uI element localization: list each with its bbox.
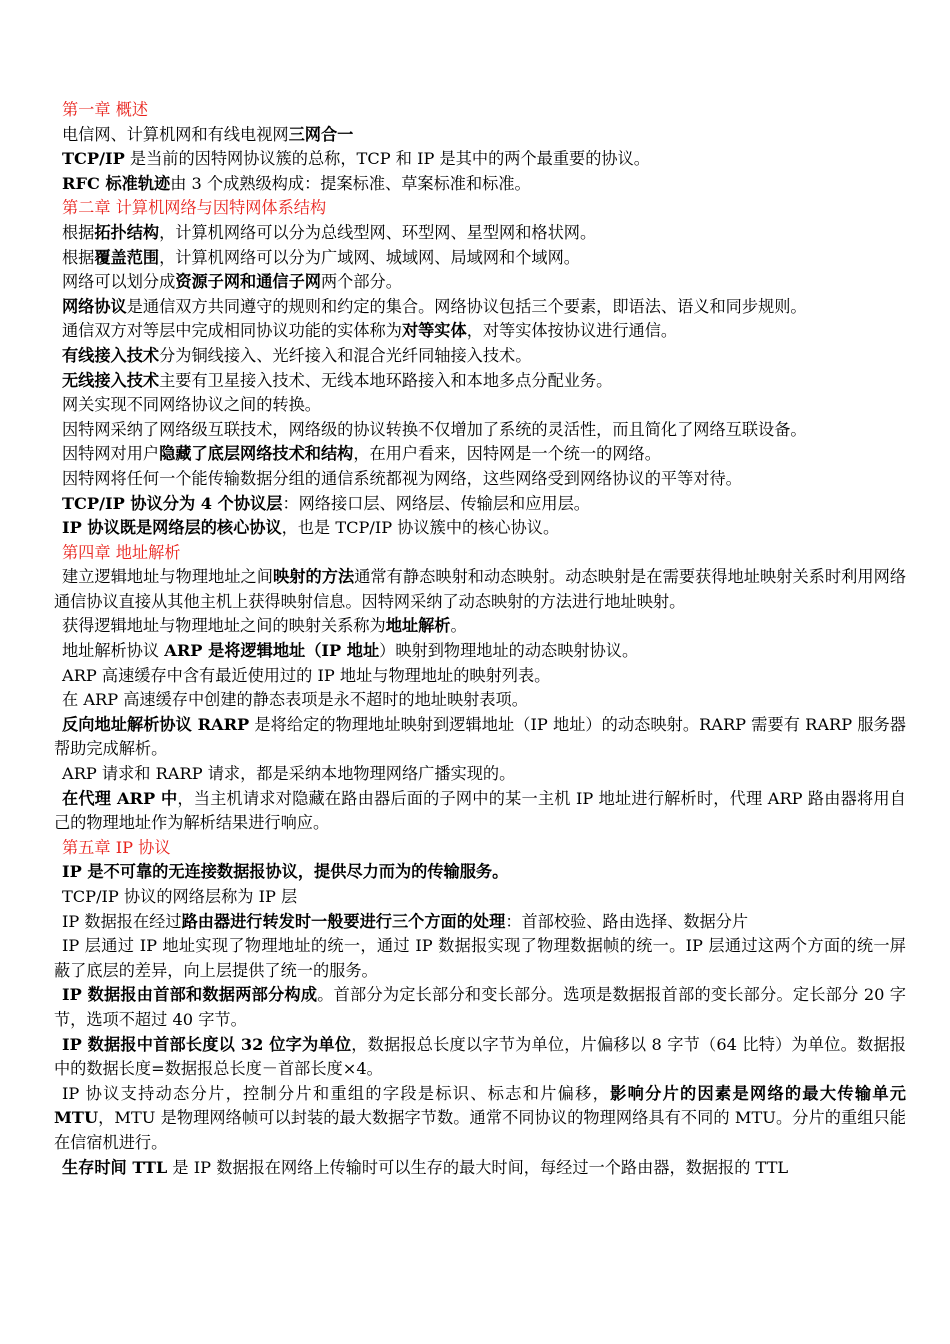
bold-term: 资源子网和通信子网: [175, 272, 321, 292]
text-run: 两个部分。: [321, 272, 402, 292]
text-run: IP 数据报在经过: [62, 911, 182, 931]
text-run: ，当主机请求对隐藏在路由器后面的子网中的某一主机 IP 地址进行解析时，代理 ARP 路由器将用自己的物理地址作为解析结果进行响应。: [54, 788, 906, 833]
text-run: ，对等实体按协议进行通信。: [466, 321, 678, 341]
paragraph: [54, 762, 906, 787]
bold-term: IP 协议既是网络层的核心协议: [62, 518, 282, 538]
paragraph: [54, 565, 906, 614]
bold-term: TCP/IP 协议分为 4 个协议层: [62, 493, 283, 513]
paragraph: [54, 639, 906, 664]
chapter-heading: [54, 541, 906, 566]
bold-term: 拓扑结构: [94, 222, 160, 242]
text-run: ，数据报总长度以字节为单位，片偏移以 8 字节（64 比特）为单位。数据报中的数据长度=数据报总长度－首部长度×4。: [54, 1034, 906, 1079]
text-run: 通常有静态映射和动态映射。动态映射是在需要获得地址映射关系时利用网络通信协议直接从其他主机上获得映射信息。因特网采纳了动态映射的方法进行地址映射。: [54, 567, 907, 611]
text-run: 。: [450, 616, 467, 636]
bold-term: 覆盖范围: [94, 247, 160, 267]
paragraph: [54, 492, 906, 517]
text-run: 因特网将任何一个能传输数据分组的通信系统都视为网络，这些网络受到网络协议的平等对待。: [62, 468, 742, 488]
text-run: 因特网对用户: [62, 444, 160, 464]
bold-term: 对等实体: [401, 321, 467, 341]
paragraph: [54, 787, 906, 836]
paragraph: [54, 713, 906, 762]
text-run: ：首部校验、路由选择、数据分片: [505, 911, 749, 931]
paragraph: [54, 393, 906, 418]
bold-term: 有线接入技术: [62, 345, 160, 365]
text-run: 第二章 计算机网络与因特网体系结构: [62, 198, 327, 218]
text-run: 因特网采纳了网络级互联技术，网络级的协议转换不仅增加了系统的灵活性，而且简化了网络互联设备。: [62, 419, 807, 439]
bold-term: 地址解析: [385, 616, 451, 636]
text-run: 第四章 地址解析: [62, 542, 181, 562]
text-run: ，也是 TCP/IP 协议簇中的核心协议。: [281, 518, 560, 538]
text-run: 建立逻辑地址与物理地址之间: [62, 567, 274, 587]
bold-term: RFC 标准轨迹: [62, 173, 171, 193]
paragraph: [54, 1082, 906, 1156]
paragraph: [54, 467, 906, 492]
text-run: 由 3 个成熟级构成：提案标准、草案标准和标准。: [170, 173, 531, 193]
bold-term: 反向地址解析协议 RARP: [62, 714, 250, 734]
text-run: 地址解析协议: [62, 641, 165, 661]
paragraph: [54, 516, 906, 541]
bold-term: 三网合一: [288, 124, 354, 144]
paragraph: [54, 246, 906, 271]
paragraph: [54, 172, 906, 197]
text-run: 网络可以划分成: [62, 272, 176, 292]
text-run: ，计算机网络可以分为广域网、城域网、局域网和个域网。: [159, 247, 580, 267]
bold-term: TCP/IP: [62, 149, 125, 169]
text-run: 根据: [62, 222, 95, 242]
text-run: 是 IP 数据报在网络上传输时可以生存的最大时间，每经过一个路由器，数据报的 TTL: [167, 1157, 789, 1177]
bold-term: 网络协议: [62, 296, 127, 316]
text-run: ，在用户看来，因特网是一个统一的网络。: [353, 444, 661, 464]
paragraph: [54, 910, 906, 935]
paragraph: [54, 147, 906, 172]
text-run: 主要有卫星接入技术、无线本地环路接入和本地多点分配业务。: [159, 370, 613, 390]
bold-term: IP 是不可靠的无连接数据报协议，提供尽力而为的传输服务。: [62, 862, 509, 882]
document-body: [54, 98, 906, 1180]
text-run: 电信网、计算机网和有线电视网: [62, 124, 289, 144]
bold-term: 影响分片的因素是网络的最大传输单元 MTU: [54, 1083, 906, 1128]
text-run: IP 协议支持动态分片，控制分片和重组的字段是标识、标志和片偏移，: [62, 1083, 611, 1103]
bold-term: ARP 是将逻辑地址（IP 地址: [164, 641, 380, 661]
paragraph: [54, 885, 906, 910]
text-run: 通信双方对等层中完成相同协议功能的实体称为: [62, 321, 402, 341]
text-run: IP 层通过 IP 地址实现了物理地址的统一，通过 IP 数据报实现了物理数据帧的统一。IP 层通过这两个方面的统一屏蔽了底层的差异，向上层提供了统一的服务。: [54, 936, 906, 980]
bold-term: 路由器进行转发时一般要进行三个方面的处理: [181, 911, 506, 931]
paragraph: [54, 934, 906, 983]
text-run: ：网络接口层、网络层、传输层和应用层。: [282, 493, 590, 513]
text-run: 是将给定的物理地址映射到逻辑地址（IP 地址）的动态映射。RARP 需要有 RARP 服务器帮助完成解析。: [54, 714, 906, 759]
chapter-heading: [54, 98, 906, 123]
paragraph: [54, 123, 906, 148]
text-run: 。首部分为定长部分和变长部分。选项是数据报首部的变长部分。定长部分 20 字节，选项不超过 40 字节。: [54, 985, 906, 1029]
paragraph: [54, 983, 906, 1032]
text-run: ARP 高速缓存中含有最近使用过的 IP 地址与物理地址的映射列表。: [62, 665, 551, 685]
text-run: TCP/IP 协议的网络层称为 IP 层: [62, 887, 298, 906]
paragraph: [54, 221, 906, 246]
text-run: ，计算机网络可以分为总线型网、环型网、星型网和格状网。: [159, 222, 597, 242]
bold-term: 映射的方法: [273, 567, 355, 587]
chapter-heading: [54, 196, 906, 221]
text-run: 获得逻辑地址与物理地址之间的映射关系称为: [62, 616, 386, 636]
paragraph: [54, 860, 906, 885]
paragraph: [54, 369, 906, 394]
paragraph: [54, 688, 906, 713]
paragraph: [54, 270, 906, 295]
paragraph: [54, 344, 906, 369]
text-run: 第一章 概述: [62, 100, 149, 119]
text-run: 是当前的因特网协议簇的总称，TCP 和 IP 是其中的两个最重要的协议。: [124, 149, 650, 169]
text-run: 分为铜线接入、光纤接入和混合光纤同轴接入技术。: [159, 345, 532, 365]
paragraph: [54, 614, 906, 639]
text-run: ）映射到物理地址的动态映射协议。: [379, 641, 639, 661]
text-run: 网关实现不同网络协议之间的转换。: [62, 395, 321, 415]
paragraph: [54, 664, 906, 689]
paragraph: [54, 418, 906, 443]
text-run: ARP 请求和 RARP 请求，都是采纳本地物理网络广播实现的。: [62, 764, 516, 784]
text-run: 根据: [62, 247, 95, 267]
bold-term: 隐藏了底层网络技术和结构: [159, 444, 354, 464]
bold-term: IP 数据报由首部和数据两部分构成: [62, 985, 318, 1005]
text-run: 在 ARP 高速缓存中创建的静态表项是永不超时的地址映射表项。: [62, 690, 528, 710]
text-run: 是通信双方共同遵守的规则和约定的集合。网络协议包括三个要素，即语法、语义和同步规则。: [126, 296, 807, 316]
bold-term: 生存时间 TTL: [62, 1157, 168, 1177]
text-run: 第五章 IP 协议: [62, 837, 171, 857]
bold-term: 无线接入技术: [62, 370, 160, 390]
paragraph: [54, 1033, 906, 1082]
bold-term: 在代理 ARP 中: [62, 788, 178, 808]
paragraph: [54, 295, 906, 320]
paragraph: [54, 1156, 906, 1181]
chapter-heading: [54, 836, 906, 861]
text-run: ，MTU 是物理网络帧可以封装的最大数据字节数。通常不同协议的物理网络具有不同的 MTU。分片的重组只能在信宿机进行。: [54, 1108, 906, 1152]
paragraph: [54, 442, 906, 467]
paragraph: [54, 319, 906, 344]
bold-term: IP 数据报中首部长度以 32 位字为单位: [62, 1034, 352, 1054]
